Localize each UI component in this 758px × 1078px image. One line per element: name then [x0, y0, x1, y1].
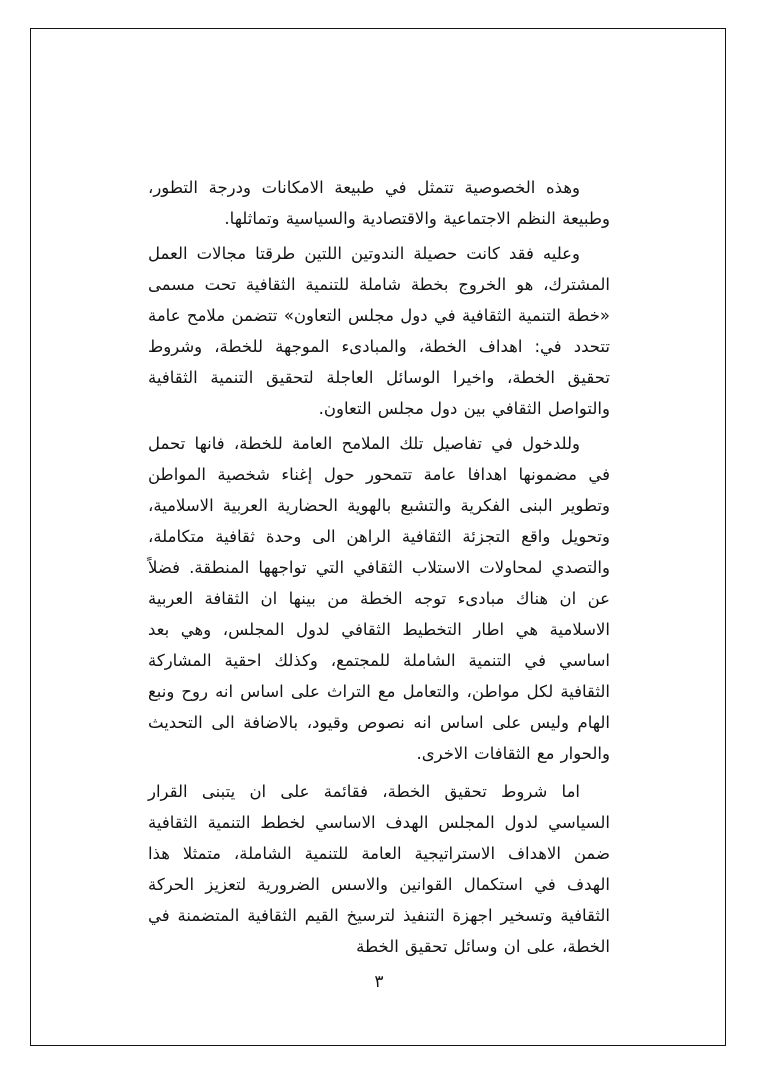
paragraph-4: اما شروط تحقيق الخطة، فقائمة على ان يتبنى القرار السياسي لدول المجلس الهدف الاساسي لخطط التنمية الثقافية ضمن الاهداف الاستراتيجية العامة للتنمية الشاملة، متمثلا هذا الهدف في استكمال القوانين والاسس الضرورية لتعزيز الحركة الثقافية وتسخير اجهزة التنفيذ لترسيخ القيم الثقافية المتضمنة في الخطة، على ان وسائل تحقيق الخطة — [148, 782, 610, 956]
paragraph-1: وهذه الخصوصية تتمثل في طبيعة الامكانات ودرجة التطور، وطبيعة النظم الاجتماعية والاقتصادية والسياسية وتماثلها. — [148, 178, 610, 228]
paragraph-3: وللدخول في تفاصيل تلك الملامح العامة للخطة، فانها تحمل في مضمونها اهدافا عامة تتمحور حول إغناء شخصية المواطن وتطوير البنى الفكرية والتشبع بالهوية الحضارية العربية الاسلامية، وتحويل واقع التجزئة الثقافية الراهن الى وحدة ثقافية متكاملة، والتصدي لمحاولات الاستلاب الثقافي التي تواجهها المنطقة. فضلاً عن ان هناك مبادىء توجه الخطة من بينها ان الثقافة العربية الاسلامية هي اطار التخطيط الثقافي لدول المجلس، وهي بعد اساسي في التنمية الشاملة للمجتمع، وكذلك احقية المشاركة الثقافية لكل مواطن، والتعامل مع التراث على اساس انه روح ونبع الهام وليس على اساس انه نصوص وقيود، بالاضافة الى التحديث والحوار مع الثقافات الاخرى. — [148, 434, 610, 763]
text-block — [148, 172, 610, 966]
page-number: ٣ — [374, 972, 384, 992]
paragraph-2: وعليه فقد كانت حصيلة الندوتين اللتين طرقتا مجالات العمل المشترك، هو الخروج بخطة شاملة للتنمية الثقافية تحت مسمى «خطة التنمية الثقافية في دول مجلس التعاون» تتضمن ملامح عامة تتحدد في: اهداف الخطة، والمبادىء الموجهة للخطة، وشروط تحقيق الخطة، واخيرا الوسائل العاجلة لتحقيق التنمية الثقافية والتواصل الثقافي بين دول مجلس التعاون. — [148, 244, 610, 418]
